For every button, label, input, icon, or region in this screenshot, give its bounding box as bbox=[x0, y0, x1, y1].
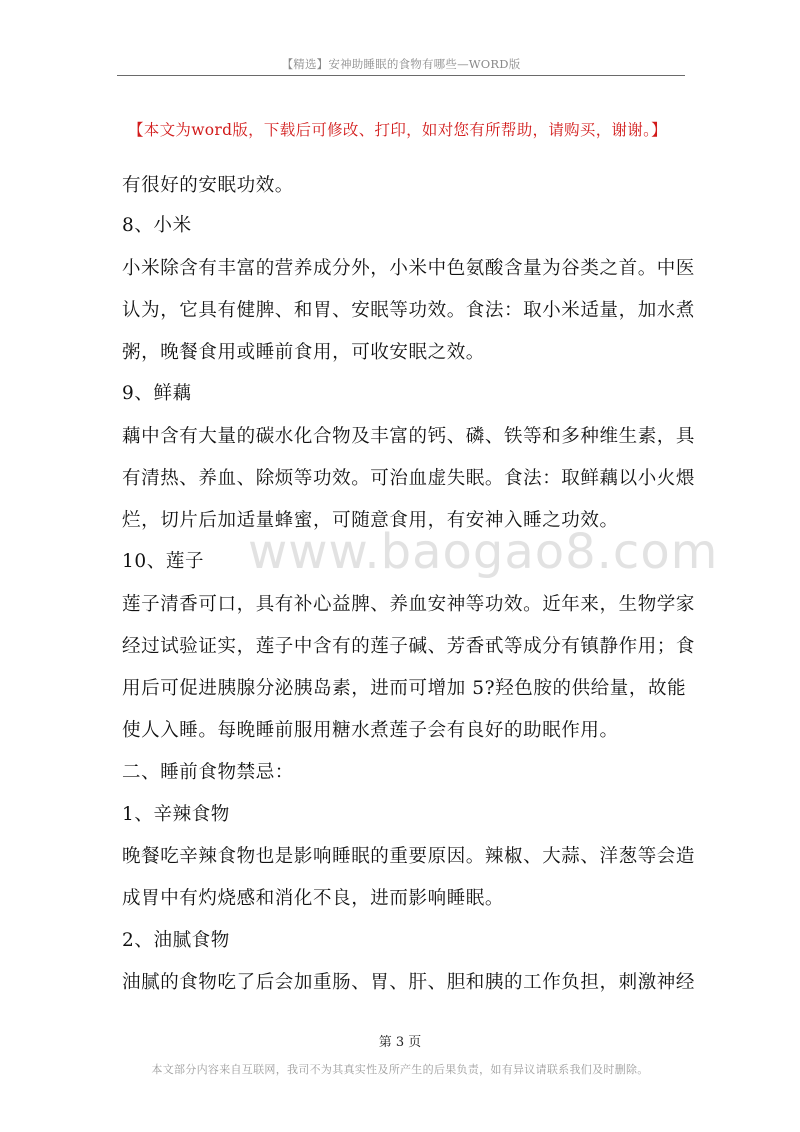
text-line: 有清热、养血、除烦等功效。可治血虚失眠。食法：取鲜藕以小火煨 bbox=[122, 468, 696, 489]
header-divider bbox=[117, 75, 685, 76]
page-footer: 本文部分内容来自互联网，我司不为其真实性及所产生的后果负责，如有异议请联系我们及时删除。 bbox=[151, 1063, 649, 1076]
section-heading: 10、莲子 bbox=[122, 551, 205, 572]
text-line: 莲子清香可口，具有补心益脾、养血安神等功效。近年来，生物学家 bbox=[122, 594, 696, 615]
text-line: 有很好的安眠功效。 bbox=[122, 175, 294, 196]
section-heading: 8、小米 bbox=[122, 215, 192, 236]
page-number: 第 3 页 bbox=[378, 1035, 422, 1050]
text-line: 使人入睡。每晚睡前服用糖水煮莲子会有良好的助眠作用。 bbox=[122, 720, 619, 741]
text-line: 认为，它具有健脾、和胃、安眠等功效。食法：取小米适量，加水煮 bbox=[122, 300, 696, 321]
page-header: 【精选】安神助睡眠的食物有哪些—WORD版 bbox=[281, 57, 521, 71]
text-line: 藕中含有大量的碳水化合物及丰富的钙、磷、铁等和多种维生素，具 bbox=[122, 426, 696, 447]
watermark: www.baogao8.com bbox=[248, 524, 719, 580]
text-line: 用后可促进胰腺分泌胰岛素，进而可增加 5?羟色胺的供给量，故能 bbox=[122, 678, 687, 699]
text-line: 经过试验证实，莲子中含有的莲子碱、芳香甙等成分有镇静作用；食 bbox=[122, 636, 696, 657]
section-heading: 1、辛辣食物 bbox=[122, 804, 230, 825]
text-line: 成胃中有灼烧感和消化不良，进而影响睡眠。 bbox=[122, 888, 505, 909]
section-heading: 2、油腻食物 bbox=[122, 930, 230, 951]
text-line: 烂，切片后加适量蜂蜜，可随意食用，有安神入睡之功效。 bbox=[122, 510, 619, 531]
section-heading: 二、睡前食物禁忌： bbox=[122, 762, 294, 783]
purchase-notice: 【本文为word版，下载后可修改、打印，如对您有所帮助，请购买，谢谢。】 bbox=[128, 121, 667, 139]
section-heading: 9、鲜藕 bbox=[122, 383, 192, 404]
text-line: 油腻的食物吃了后会加重肠、胃、肝、胆和胰的工作负担，刺激神经 bbox=[122, 972, 696, 993]
text-line: 小米除含有丰富的营养成分外，小米中色氨酸含量为谷类之首。中医 bbox=[122, 258, 696, 279]
text-line: 粥，晚餐食用或睡前食用，可收安眠之效。 bbox=[122, 342, 485, 363]
text-line: 晚餐吃辛辣食物也是影响睡眠的重要原因。辣椒、大蒜、洋葱等会造 bbox=[122, 846, 696, 867]
